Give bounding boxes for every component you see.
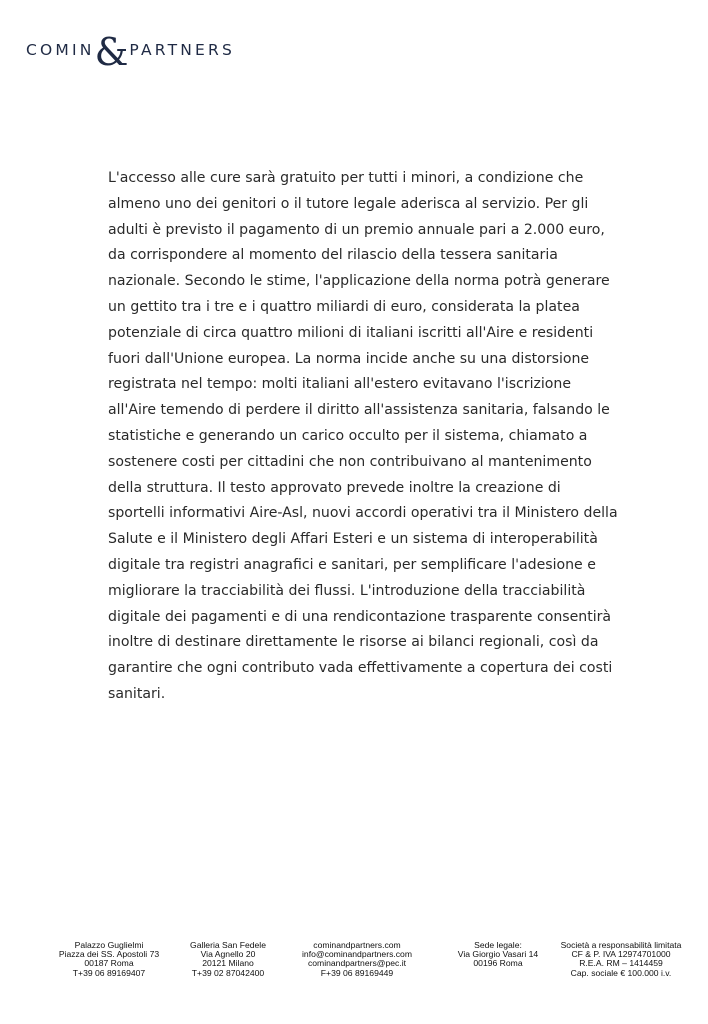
footer-website: cominandpartners.com	[313, 940, 401, 950]
footer-milan-office	[170, 941, 286, 978]
footer-milan-city: 20121 Milano	[202, 958, 254, 969]
footer-rome-city: 00187 Roma	[84, 958, 134, 969]
footer-milan-building: Galleria San Fedele	[190, 940, 266, 950]
footer-company-type: Società a responsabilità limitata	[560, 940, 682, 950]
logo-text-partners: PARTNERS	[129, 41, 236, 59]
footer-milan-street: Via Agnello 20	[200, 949, 256, 960]
footer-company-info	[548, 941, 694, 978]
footer-rome-building: Palazzo Guglielmi	[74, 940, 144, 950]
footer-rome-phone: T+39 06 89169407	[72, 967, 146, 978]
footer-rome-office	[46, 941, 172, 978]
footer	[0, 941, 708, 981]
footer-rea: R.E.A. RM – 1414459	[579, 958, 663, 969]
footer-milan-phone: T+39 02 87042400	[191, 967, 265, 978]
footer-legal-seat-label: Sede legale:	[474, 940, 522, 950]
footer-vat: CF & P. IVA 12974701000	[571, 949, 671, 960]
footer-contacts	[282, 941, 432, 978]
company-logo	[26, 30, 236, 74]
footer-fax: F+39 06 89169449	[320, 967, 394, 978]
footer-pec: cominandpartners@pec.it	[307, 958, 407, 969]
logo-ampersand: &	[94, 30, 129, 74]
footer-capital: Cap. sociale € 100.000 i.v.	[570, 967, 672, 978]
footer-email: info@cominandpartners.com	[302, 949, 412, 960]
footer-legal-seat-street: Via Giorgio Vasari 14	[457, 949, 539, 960]
body-paragraph: L'accesso alle cure sarà gratuito per tutti i minori, a condizione che almeno uno dei genitori o il tutore legale aderisca al servizio. Per gli adulti è previsto il pagamento di un premio annuale pari a 2.000 euro, da corrispondere al momento del rilascio della tessera sanitaria nazionale. Secondo le stime, l'applicazione della norma potrà generare un gettito tra i tre e i quattro miliardi di euro, considerata la platea potenziale di circa quattro milioni di italiani iscritti all'Aire e residenti fuori dall'Unione europea. La norma incide anche su una distorsione registrata nel tempo: molti italiani all'estero evitavano l'iscrizione all'Aire temendo di perdere il diritto all'assistenza sanitaria, falsando le statistiche e generando un carico occulto per il sistema, chiamato a sostenere costi per cittadini che non contribuivano al mantenimento della struttura. Il testo approvato prevede inoltre la creazione di sportelli informativi Aire-Asl, nuovi accordi operativi tra il Ministero della Salute e il Ministero degli Affari Esteri e un sistema di interoperabilità digitale tra registri anagrafici e sanitari, per semplificare l'adesione e migliorare la tracciabilità dei flussi. L'introduzione della tracciabilità digitale dei pagamenti e di una rendicontazione trasparente consentirà inoltre di destinare direttamente le risorse ai bilanci regionali, così da garantire che ogni contributo vada effettivamente a copertura dei costi sanitari.	[108, 170, 618, 702]
footer-legal-seat	[434, 941, 562, 969]
logo-text-comin: COMIN	[26, 41, 95, 59]
footer-legal-seat-city: 00196 Roma	[473, 958, 523, 969]
footer-rome-street: Piazza dei SS. Apostoli 73	[58, 949, 160, 960]
